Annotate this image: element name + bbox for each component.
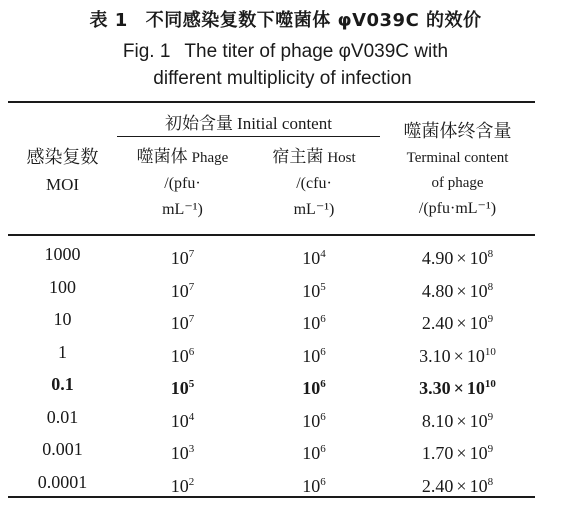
times-sign: × (453, 378, 464, 398)
cell-terminal (380, 238, 535, 275)
terminal-mantissa: 3.10 (419, 345, 451, 366)
cell-host (248, 238, 380, 275)
cell-host (248, 271, 380, 308)
header-moi (8, 144, 117, 198)
header-host (248, 144, 380, 223)
phage-base: 10 (170, 248, 189, 268)
host-base: 10 (302, 280, 321, 301)
cell-phage (117, 433, 248, 470)
header-phage-unit2: mL⁻¹) (162, 201, 203, 218)
cell-moi (8, 368, 117, 401)
cell-terminal (380, 303, 535, 340)
header-phage-unit1: /(pfu· (164, 175, 201, 192)
header-term-cn: 噬菌体终含量 (403, 121, 512, 142)
terminal-exponent: 8 (487, 280, 494, 293)
table-number-en: Fig. 1 (122, 41, 171, 62)
cell-terminal (380, 271, 535, 308)
terminal-exponent: 8 (487, 248, 494, 260)
header-host-unit2: mL⁻¹) (293, 201, 335, 218)
cell-terminal (380, 466, 535, 503)
header-terminal-content (380, 118, 535, 221)
header-term-en2: of phage (431, 175, 484, 191)
phage-exponent: 7 (188, 280, 195, 293)
host-base: 10 (302, 410, 321, 431)
cell-host (248, 336, 380, 373)
phage-exponent: 5 (188, 378, 195, 390)
terminal-mantissa: 4.80 (421, 280, 454, 301)
cell-terminal (380, 368, 535, 405)
host-base: 10 (302, 378, 321, 398)
cell-host (248, 433, 380, 470)
terminal-mantissa: 2.40 (421, 313, 454, 333)
table-number-cn: 表 1 (89, 10, 128, 31)
cell-host (248, 466, 380, 503)
terminal-base: 10 (469, 410, 488, 431)
moi-value: 10 (53, 309, 72, 329)
table-row (8, 466, 535, 499)
header-phage-cn: 噬菌体 (136, 147, 188, 167)
host-base: 10 (302, 345, 321, 366)
table-row (8, 303, 535, 336)
terminal-base: 10 (469, 280, 488, 301)
cell-moi (8, 401, 117, 434)
header-host-en: Host (327, 150, 356, 166)
cell-moi (8, 271, 117, 304)
phage-base: 10 (170, 443, 189, 463)
terminal-base: 10 (469, 248, 488, 268)
terminal-exponent: 9 (487, 313, 494, 325)
table-row (8, 271, 535, 304)
cell-host (248, 303, 380, 340)
terminal-exponent: 9 (487, 443, 494, 455)
terminal-base: 10 (469, 443, 488, 463)
cell-phage (117, 336, 248, 373)
phage-base: 10 (170, 313, 189, 333)
table-row (8, 433, 535, 466)
table-row (8, 368, 535, 401)
table-row (8, 336, 535, 369)
host-exponent: 6 (320, 345, 326, 358)
phage-base: 10 (170, 378, 189, 398)
times-sign: × (456, 443, 467, 463)
header-host-cn: 宿主菌 (272, 147, 324, 167)
host-exponent: 6 (320, 313, 326, 325)
phage-base: 10 (170, 410, 189, 431)
moi-value: 0.0001 (37, 471, 88, 492)
cell-moi (8, 466, 117, 499)
table-title-cn-text: 不同感染复数下噬菌体 φV039C 的效价 (145, 10, 482, 31)
cell-moi (8, 336, 117, 369)
initial-content-rule (117, 136, 380, 137)
header-term-en1: Terminal content (406, 150, 509, 166)
host-base: 10 (302, 475, 321, 496)
phage-exponent: 7 (188, 313, 195, 325)
terminal-mantissa: 2.40 (421, 475, 454, 496)
phage-exponent: 6 (188, 345, 195, 358)
times-sign: × (453, 345, 464, 366)
cell-host (248, 401, 380, 438)
moi-value: 0.1 (51, 374, 74, 394)
host-base: 10 (302, 443, 321, 463)
table-title-en-line2: different multiplicity of infection (153, 68, 412, 89)
host-base: 10 (302, 248, 321, 268)
header-moi-cn: 感染复数 (26, 147, 99, 168)
table-top-rule (8, 101, 535, 103)
moi-value: 1000 (44, 244, 81, 264)
times-sign: × (456, 248, 467, 268)
terminal-mantissa: 1.70 (421, 443, 454, 463)
table-row (8, 238, 535, 271)
cell-phage (117, 303, 248, 340)
cell-phage (117, 466, 248, 503)
times-sign: × (456, 475, 467, 496)
host-exponent: 6 (320, 475, 326, 488)
table-row (8, 401, 535, 434)
host-exponent: 6 (320, 410, 326, 423)
cell-moi (8, 433, 117, 466)
table-title-cn (0, 6, 565, 32)
terminal-base: 10 (469, 475, 488, 496)
header-moi-en: MOI (45, 175, 80, 194)
terminal-exponent: 10 (484, 345, 496, 358)
table-title-en-line1 (0, 38, 565, 65)
phage-exponent: 7 (188, 248, 195, 260)
header-phage (117, 144, 248, 223)
moi-value: 0.01 (46, 406, 79, 427)
header-initial-en: Initial content (237, 114, 332, 133)
terminal-exponent: 10 (484, 378, 496, 390)
moi-value: 100 (49, 276, 76, 297)
cell-moi (8, 238, 117, 271)
phage-exponent: 2 (188, 475, 195, 488)
terminal-mantissa: 8.10 (421, 410, 454, 431)
header-bottom-rule (8, 234, 535, 236)
host-exponent: 6 (320, 378, 326, 390)
cell-phage (117, 271, 248, 308)
terminal-base: 10 (469, 313, 488, 333)
phage-exponent: 3 (188, 443, 195, 455)
terminal-exponent: 9 (487, 410, 494, 423)
terminal-mantissa: 3.30 (419, 378, 451, 398)
times-sign: × (456, 410, 467, 431)
times-sign: × (456, 280, 467, 301)
terminal-base: 10 (466, 378, 485, 398)
times-sign: × (456, 313, 467, 333)
host-base: 10 (302, 313, 321, 333)
header-initial-cn: 初始含量 (165, 114, 234, 134)
phage-exponent: 4 (188, 410, 195, 423)
cell-host (248, 368, 380, 405)
phage-base: 10 (170, 475, 189, 496)
host-exponent: 5 (320, 280, 326, 293)
host-exponent: 4 (320, 248, 326, 260)
header-host-unit1: /(cfu· (296, 175, 332, 192)
cell-terminal (380, 401, 535, 438)
moi-value: 0.001 (42, 439, 83, 459)
header-term-unit: /(pfu·mL⁻¹) (418, 200, 497, 217)
terminal-mantissa: 4.90 (421, 248, 454, 268)
header-initial-content (117, 109, 380, 134)
table-title-en-text1: The titer of phage φV039C with (184, 41, 449, 62)
cell-phage (117, 368, 248, 405)
cell-terminal (380, 433, 535, 470)
cell-phage (117, 238, 248, 275)
cell-terminal (380, 336, 535, 373)
cell-phage (117, 401, 248, 438)
cell-moi (8, 303, 117, 336)
phage-base: 10 (170, 280, 189, 301)
moi-value: 1 (58, 341, 67, 362)
terminal-exponent: 8 (487, 475, 494, 488)
phage-base: 10 (170, 345, 189, 366)
terminal-base: 10 (466, 345, 485, 366)
host-exponent: 6 (320, 443, 326, 455)
header-phage-en: Phage (191, 150, 229, 166)
